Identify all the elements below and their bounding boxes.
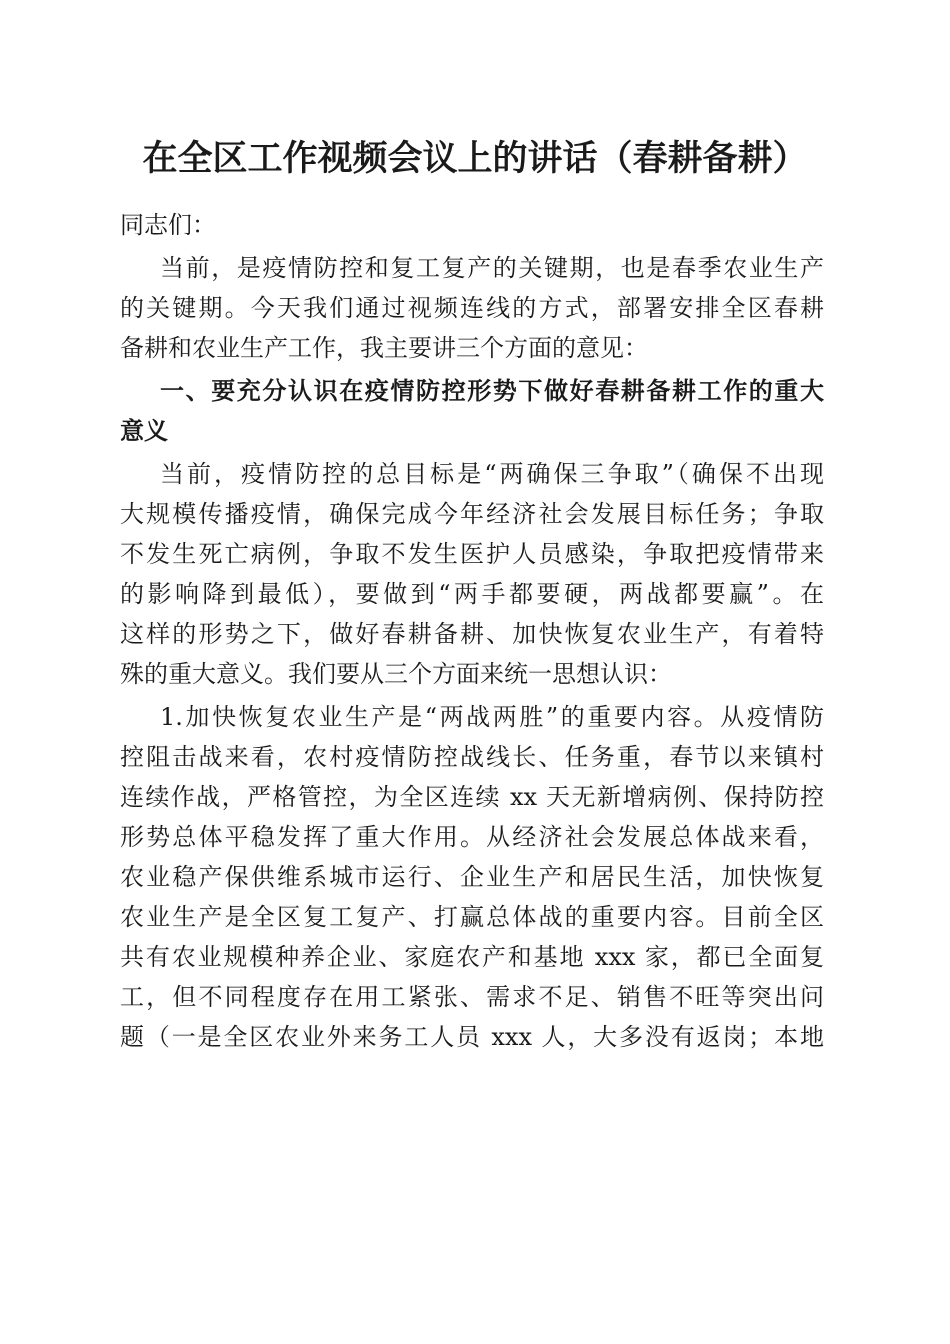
text-line: 题（一是全区农业外来务工人员 xxx 人，大多没有返岗；本地 bbox=[120, 1023, 824, 1051]
text-line: 形势总体平稳发挥了重大作用。从经济社会发展总体战来看， bbox=[120, 823, 824, 851]
text-line: 连续作战，严格管控，为全区连续 xx 天无新增病例、保持防控 bbox=[120, 783, 824, 811]
text-line: 不发生死亡病例，争取不发生医护人员感染，争取把疫情带来 bbox=[120, 540, 824, 568]
heading-line: 意义 bbox=[120, 417, 168, 445]
text-line: 大规模传播疫情，确保完成今年经济社会发展目标任务；争取 bbox=[120, 500, 824, 528]
text-line: 这样的形势之下，做好春耕备耕、加快恢复农业生产，有着特 bbox=[120, 620, 824, 648]
text-line: 共有农业规模种养企业、家庭农产和基地 xxx 家，都已全面复 bbox=[120, 943, 824, 971]
text-line: 控阻击战来看，农村疫情防控战线长、任务重，春节以来镇村 bbox=[120, 743, 824, 771]
salutation: 同志们： bbox=[120, 211, 216, 239]
text-line: 农业生产是全区复工复产、打赢总体战的重要内容。目前全区 bbox=[120, 903, 824, 931]
text-line: 当前，疫情防控的总目标是“两确保三争取”（确保不出现 bbox=[160, 460, 824, 488]
text-line: 的关键期。今天我们通过视频连线的方式，部署安排全区春耕 bbox=[120, 294, 824, 322]
heading-line: 一、要充分认识在疫情防控形势下做好春耕备耕工作的重大 bbox=[160, 377, 824, 405]
text-line: 殊的重大意义。我们要从三个方面来统一思想认识： bbox=[120, 660, 672, 688]
document-title: 在全区工作视频会议上的讲话（春耕备耕） bbox=[142, 139, 808, 179]
section-1-paragraph bbox=[120, 454, 824, 694]
text-line: 的影响降到最低），要做到“两手都要硬，两战都要赢”。在 bbox=[120, 580, 824, 608]
text-line: 当前，是疫情防控和复工复产的关键期，也是春季农业生产 bbox=[160, 254, 824, 282]
document-body bbox=[120, 205, 824, 1057]
point-1-paragraph bbox=[120, 697, 824, 1057]
text-line: 工，但不同程度存在用工紧张、需求不足、销售不旺等突出问 bbox=[120, 983, 824, 1011]
text-line: 农业稳产保供维系城市运行、企业生产和居民生活，加快恢复 bbox=[120, 863, 824, 891]
section-1-heading bbox=[120, 371, 824, 451]
text-line: 1.加快恢复农业生产是“两战两胜”的重要内容。从疫情防 bbox=[160, 703, 824, 731]
intro-paragraph bbox=[120, 248, 824, 368]
text-line: 备耕和农业生产工作，我主要讲三个方面的意见： bbox=[120, 334, 648, 362]
